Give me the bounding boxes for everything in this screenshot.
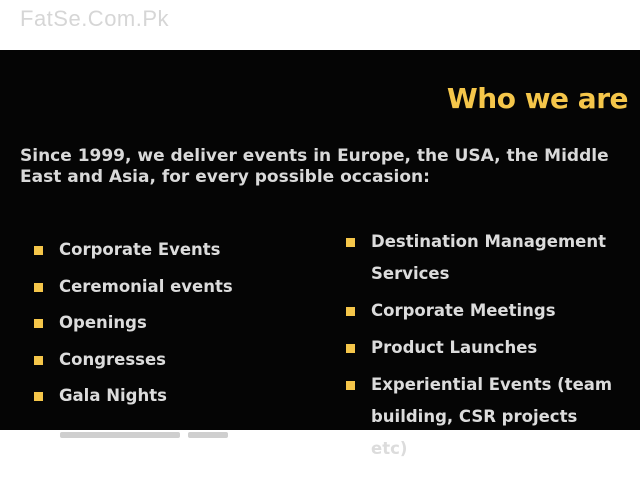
list-item-label: Corporate Events (59, 240, 221, 259)
square-bullet-icon (346, 381, 355, 390)
list-item-label: Openings (59, 313, 147, 333)
square-bullet-icon (34, 392, 43, 401)
slide-intro: Since 1999, we deliver events in Europe, the USA, the Middle East and Asia, for every possible occasion: (20, 146, 609, 187)
square-bullet-icon (346, 344, 355, 353)
square-bullet-icon (346, 307, 355, 316)
list-item (346, 332, 616, 364)
list-item (346, 295, 616, 327)
watermark-text: FatSe.Com.Pk (20, 6, 170, 31)
cut-off-text-fragment (188, 432, 228, 438)
list-item (34, 238, 233, 275)
list-item-label: Experiential Events (team building, CSR projects etc) (371, 375, 613, 458)
list-item-label: Destination Management Services (371, 232, 606, 283)
square-bullet-icon (34, 319, 43, 328)
list-item-label: Ceremonial events (59, 276, 233, 296)
list-item (34, 348, 233, 385)
list-item (34, 384, 233, 421)
list-item-label: Corporate Meetings (371, 301, 556, 320)
square-bullet-icon (34, 283, 43, 292)
square-bullet-icon (346, 238, 355, 247)
cut-off-text-fragment (60, 432, 180, 438)
list-item (34, 311, 233, 348)
list-item-label: Product Launches (371, 338, 538, 357)
slide-title: Who we are (446, 82, 628, 115)
list-item (34, 275, 233, 312)
list-item-label: Gala Nights (59, 386, 167, 406)
right-bullet-list (346, 226, 616, 470)
square-bullet-icon (34, 356, 43, 365)
cut-off-list-item (60, 423, 260, 437)
presentation-slide (0, 50, 640, 458)
list-item (346, 369, 616, 465)
left-bullet-list (34, 238, 233, 421)
square-bullet-icon (34, 246, 43, 255)
list-item (346, 226, 616, 290)
list-item-label: Congresses (59, 349, 166, 369)
